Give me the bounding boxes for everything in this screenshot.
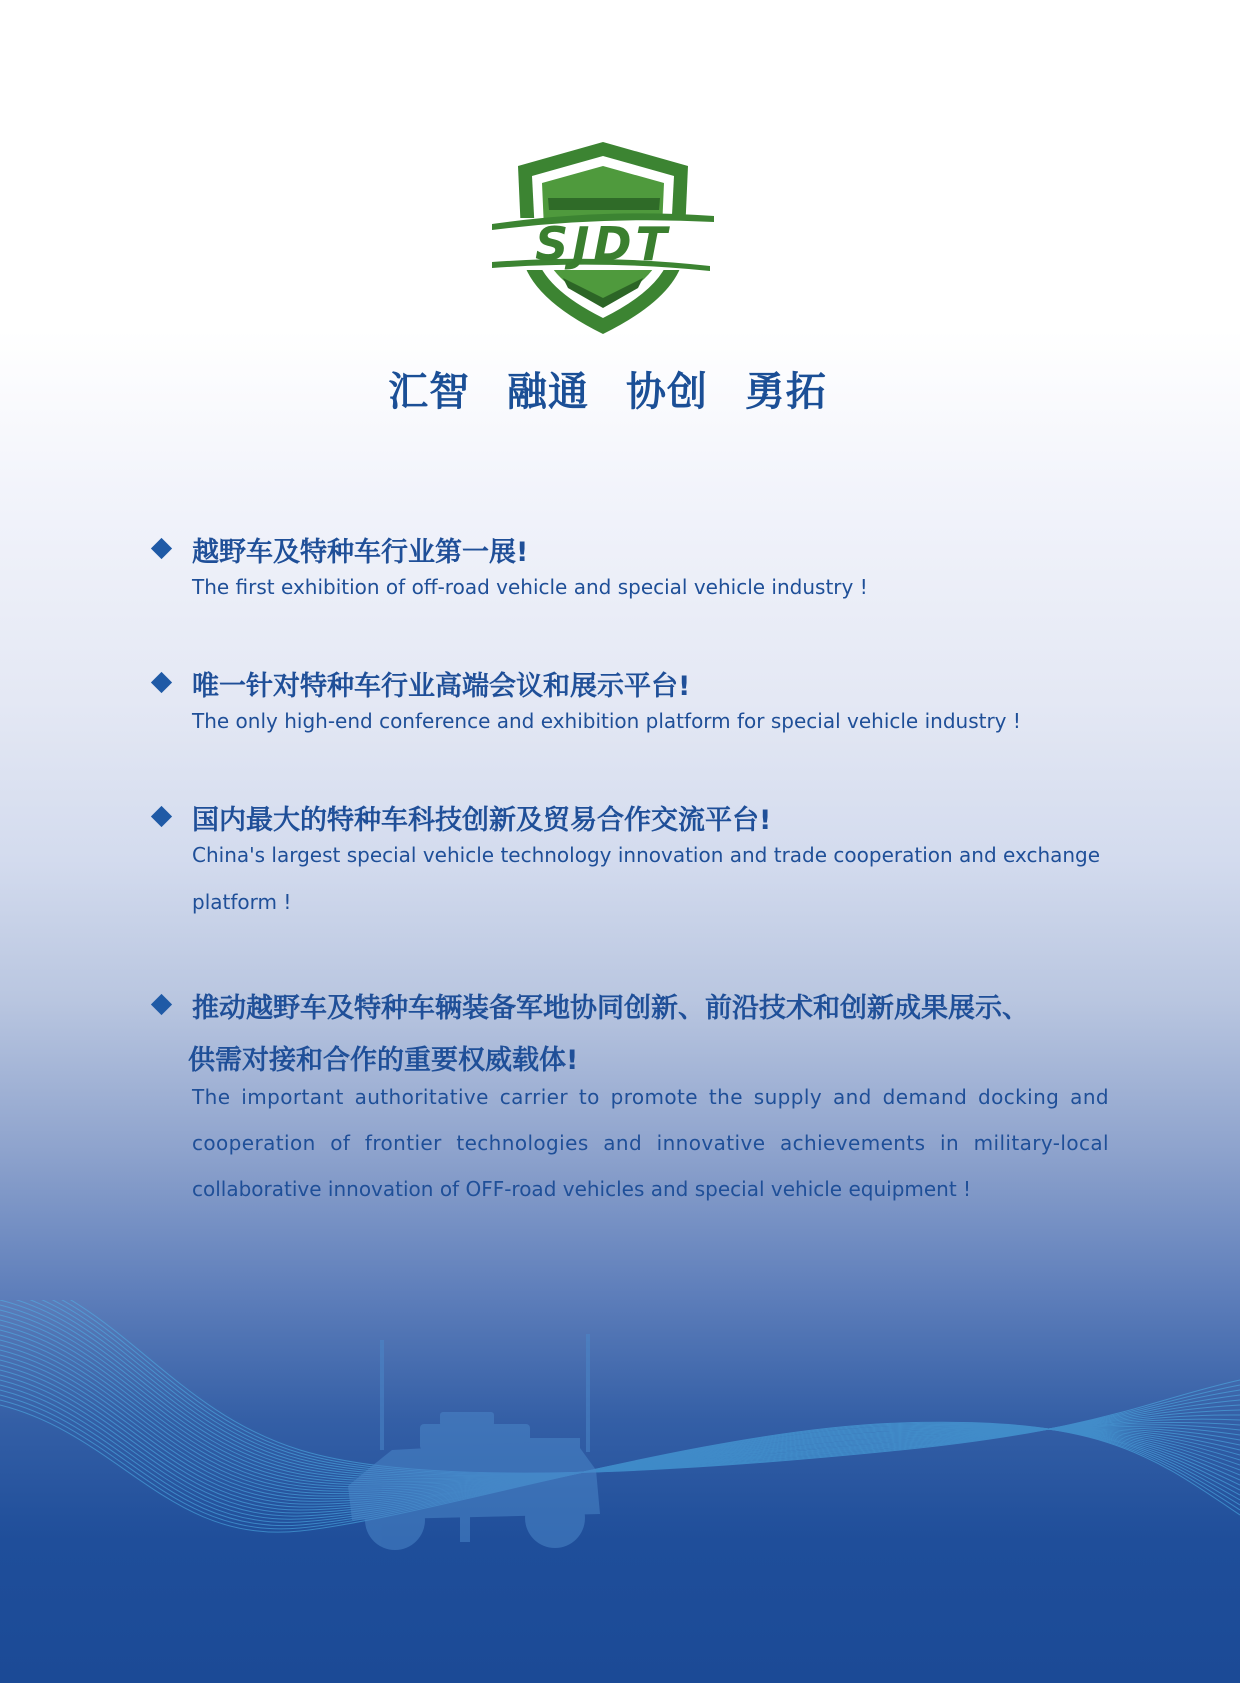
diamond-bullet-icon (151, 538, 172, 559)
slogan: 汇智 融通 协创 勇拓 (388, 369, 827, 415)
logo-text: SJDT (535, 217, 671, 271)
diamond-bullet-icon (151, 806, 172, 827)
feature-text-en: platform ! (192, 890, 292, 914)
feature-title-zh: 推动越野车及特种车辆装备军地协同创新、前沿技术和创新成果展示、 (192, 993, 1029, 1024)
wave-line (0, 1315, 1240, 1483)
vehicle-silhouette-icon (348, 1334, 600, 1550)
feature-text-en: The first exhibition of off-road vehicle and special vehicle industry ! (192, 575, 868, 599)
wave-line (0, 1375, 1240, 1513)
feature-text-en: China's largest special vehicle technology innovation and trade cooperation and exchange (192, 843, 1101, 867)
wave-line (0, 1310, 1240, 1481)
wave-lines (0, 1300, 1240, 1532)
wave-line (0, 1320, 1240, 1485)
wave-line (0, 1385, 1240, 1519)
diamond-bullet-icon (151, 994, 172, 1015)
wave-line (0, 1300, 1240, 1473)
wave-line (0, 1335, 1240, 1491)
feature-text-en: The important authoritative carrier to promote the supply and demand docking and (192, 1085, 1109, 1109)
shield-stripe (548, 198, 660, 210)
wave-line (0, 1370, 1240, 1510)
wave-line (0, 1365, 1240, 1507)
feature-title-zh: 唯一针对特种车行业高端会议和展示平台! (192, 671, 691, 702)
wave-line (0, 1300, 1240, 1474)
feature-text-en: cooperation of frontier technologies and innovative achievements in military-local (192, 1131, 1109, 1155)
feature-text-en: The only high-end conference and exhibition platform for special vehicle industry ! (192, 709, 1021, 733)
wave-line (0, 1300, 1240, 1478)
feature-title-zh: 国内最大的特种车科技创新及贸易合作交流平台! (192, 805, 772, 836)
feature-title-zh: 越野车及特种车行业第一展! (192, 537, 529, 568)
diamond-bullet-icon (151, 672, 172, 693)
sjdt-logo (488, 138, 718, 338)
wave-line (0, 1300, 1240, 1474)
feature-title-zh: 供需对接和合作的重要权威载体! (188, 1045, 579, 1076)
wave-line (0, 1360, 1240, 1504)
feature-text-en: collaborative innovation of OFF-road vehicles and special vehicle equipment ! (192, 1177, 972, 1201)
wave-decoration (0, 1300, 1240, 1683)
